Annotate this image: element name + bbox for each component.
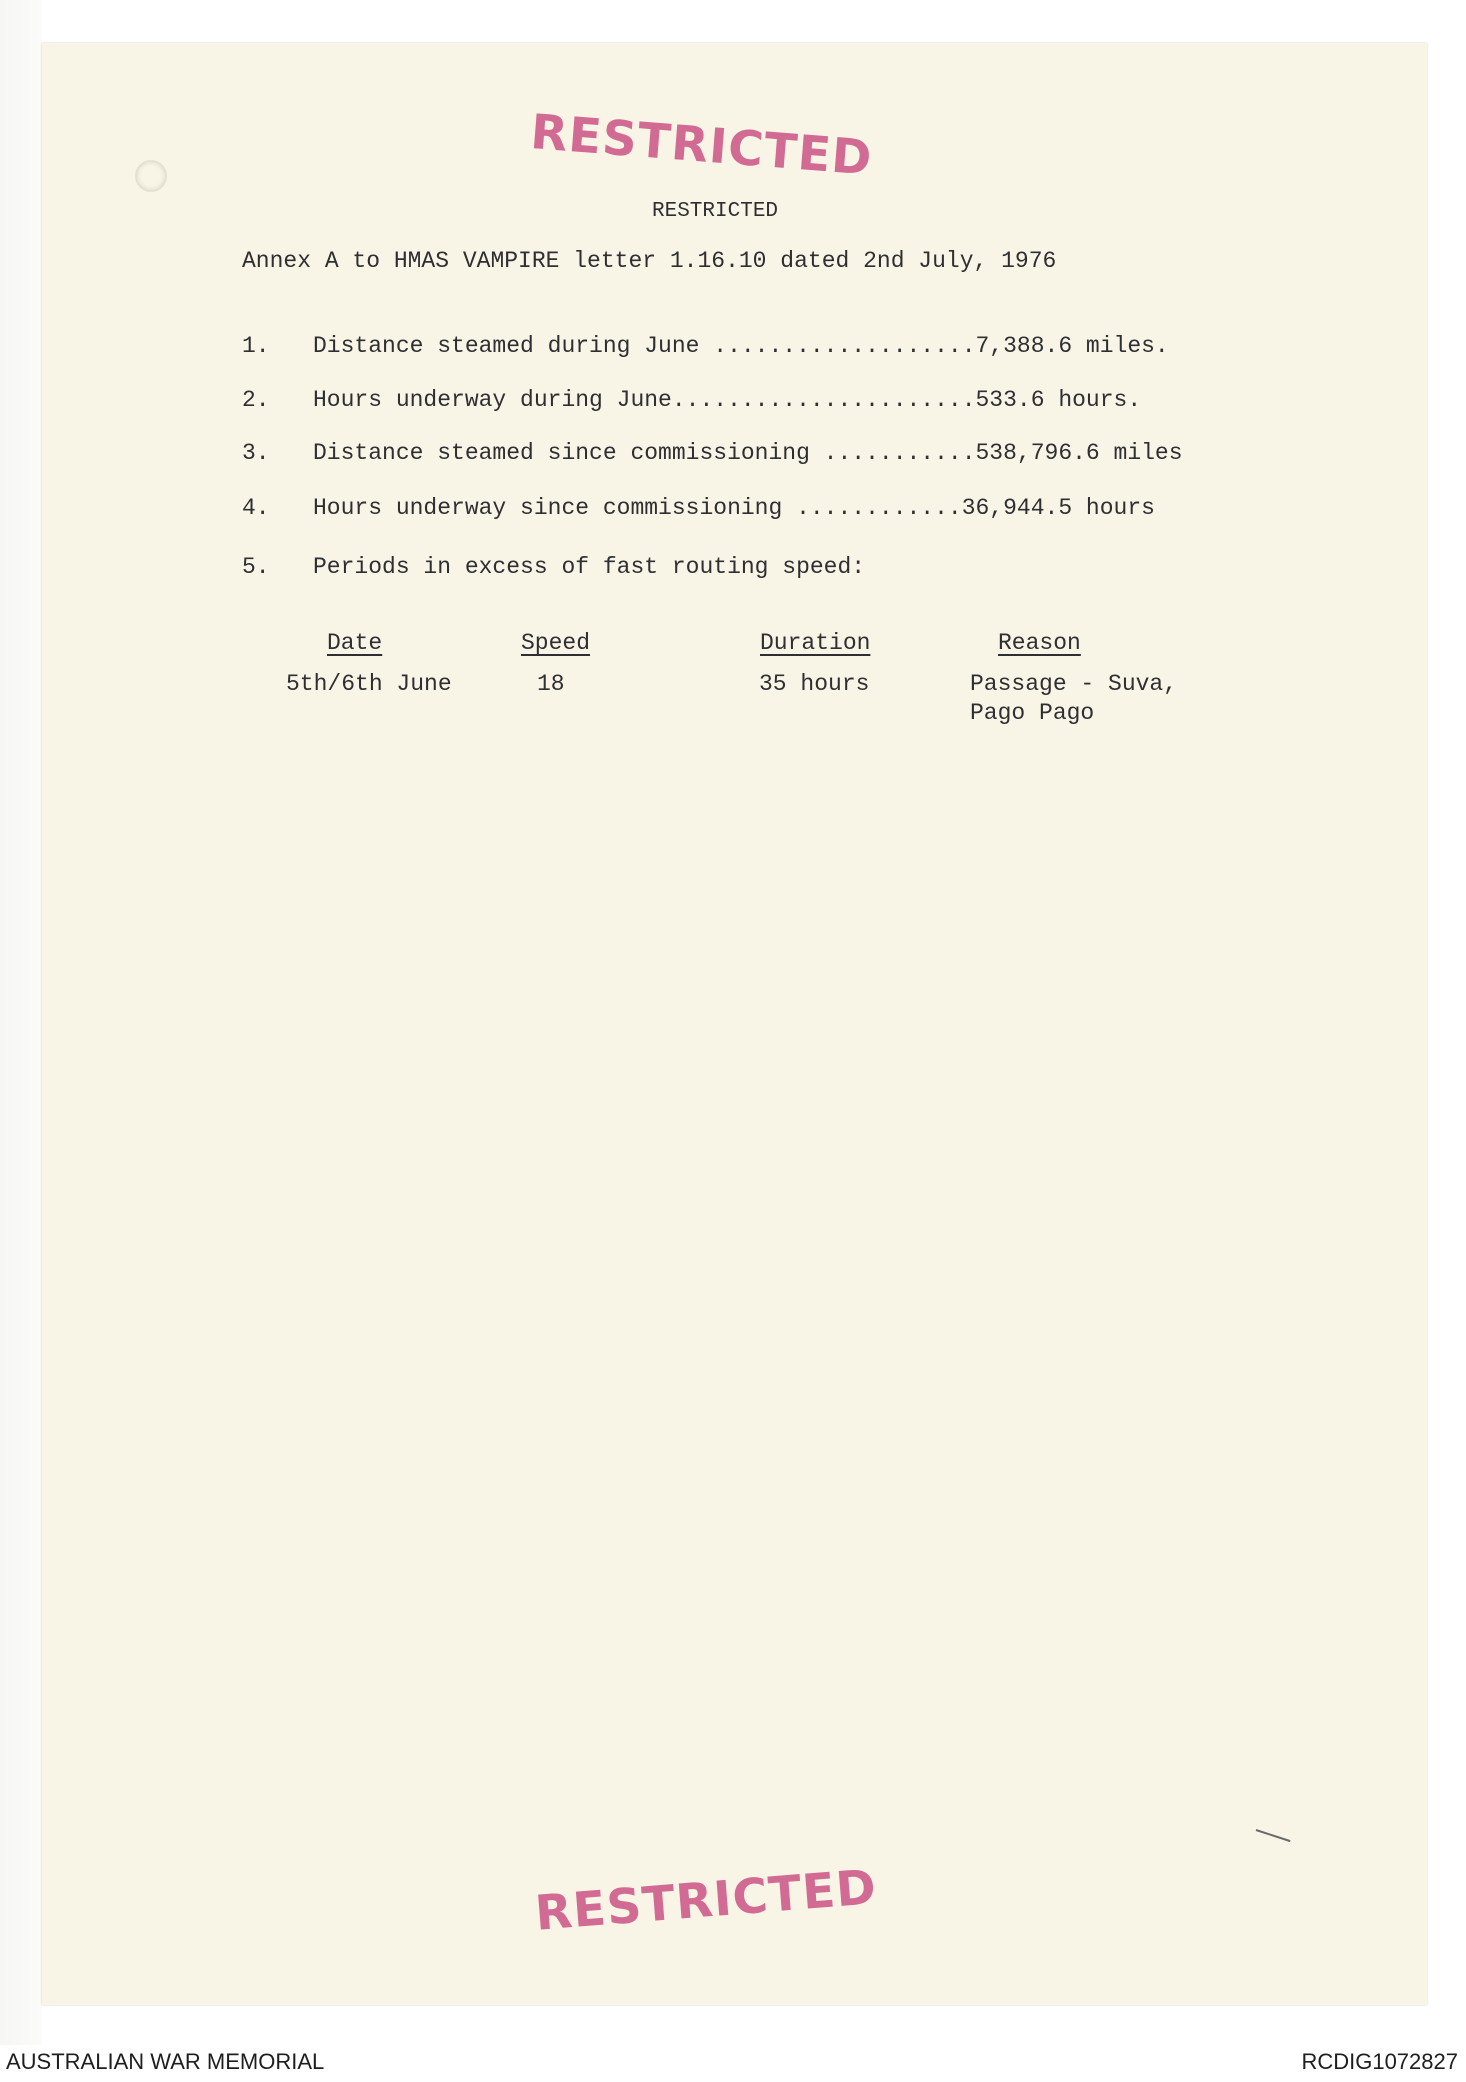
classification-heading: RESTRICTED — [652, 200, 779, 223]
table-cell-reason-continued: Pago Pago — [970, 700, 1095, 726]
table-header-duration: Duration — [760, 630, 871, 656]
restricted-stamp-top: RESTRICTED — [528, 104, 875, 187]
table-cell-speed: 18 — [537, 671, 565, 697]
archive-attribution: AUSTRALIAN WAR MEMORIAL — [6, 2049, 325, 2074]
item-text-hours-june: Hours underway during June......................533.6 hours. — [313, 387, 1142, 413]
table-cell-date: 5th/6th June — [286, 671, 452, 697]
item-text-fast-routing-periods: Periods in excess of fast routing speed: — [313, 554, 866, 580]
archive-record-id: RCDIG1072827 — [1301, 2049, 1458, 2074]
item-text-distance-commissioning: Distance steamed since commissioning ...........538,796.6 miles — [313, 440, 1183, 466]
item-text-distance-june: Distance steamed during June ...................7,388.6 miles. — [313, 333, 1169, 359]
table-header-speed: Speed — [521, 630, 591, 656]
item-number: 3. — [242, 440, 270, 466]
restricted-stamp-bottom: RESTRICTED — [533, 1859, 879, 1942]
table-header-date: Date — [327, 630, 383, 656]
table-cell-reason: Passage - Suva, — [970, 671, 1178, 697]
emboss-mark — [135, 160, 167, 192]
item-number: 2. — [242, 387, 270, 413]
item-number: 1. — [242, 333, 270, 359]
scan-background — [0, 0, 42, 2045]
item-number: 4. — [242, 495, 270, 521]
item-text-hours-commissioning: Hours underway since commissioning ............36,944.5 hours — [313, 495, 1155, 521]
annex-reference-line: Annex A to HMAS VAMPIRE letter 1.16.10 dated 2nd July, 1976 — [242, 248, 1057, 274]
item-number: 5. — [242, 554, 270, 580]
table-header-reason: Reason — [998, 630, 1081, 656]
table-cell-duration: 35 hours — [759, 671, 870, 697]
